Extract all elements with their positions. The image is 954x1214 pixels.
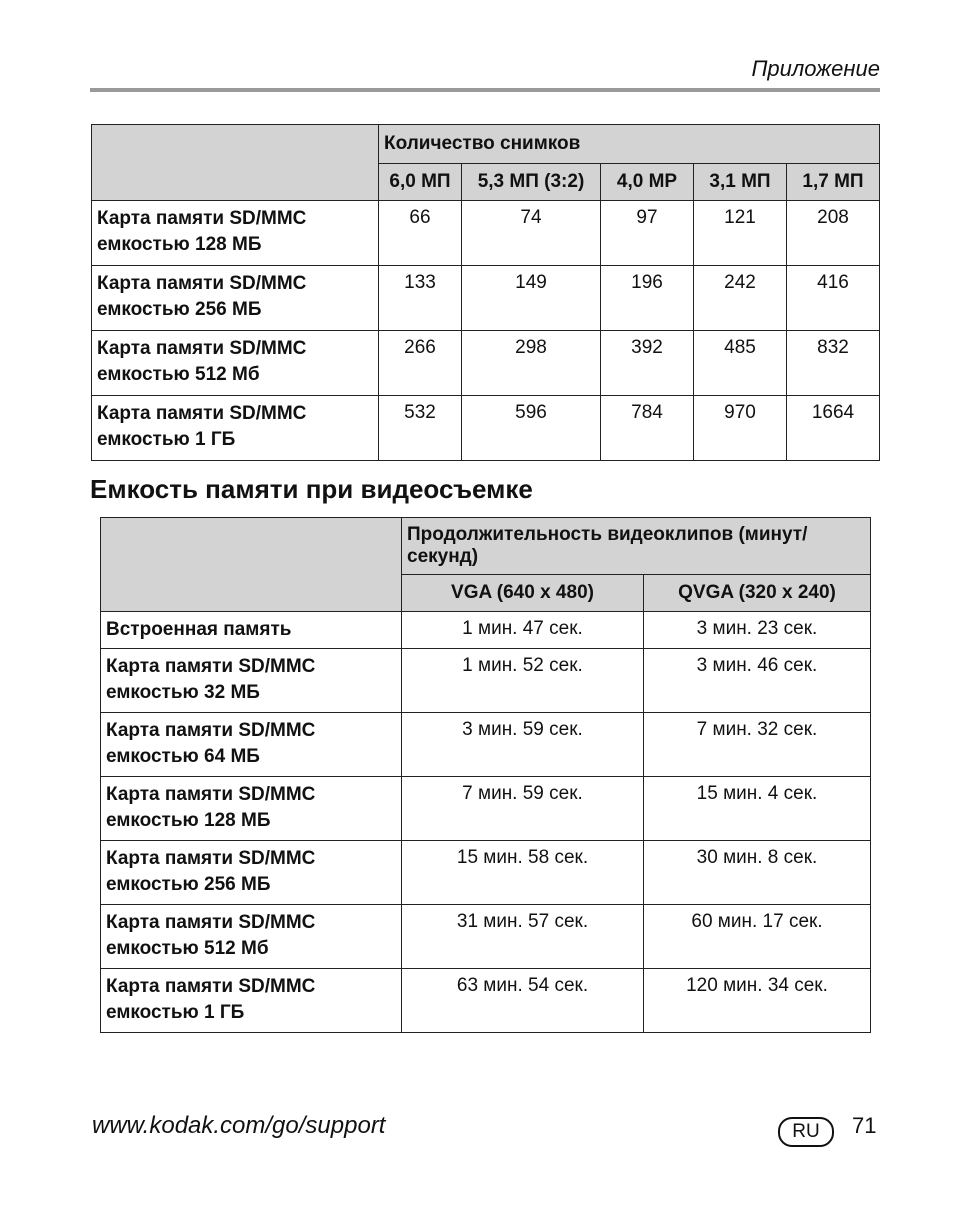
row-label-line: Карта памяти SD/MMC — [97, 338, 307, 359]
table-corner-cell — [92, 125, 379, 201]
row-label — [101, 841, 402, 905]
row-label-line: емкостью 256 МБ — [106, 874, 271, 895]
row-label-line: Карта памяти SD/MMC — [97, 403, 307, 424]
table-cell: 15 мин. 4 сек. — [644, 777, 871, 841]
header-divider — [90, 88, 880, 92]
table-group-header: Количество снимков — [379, 125, 880, 164]
table-cell: 596 — [462, 396, 601, 461]
table-cell: 1664 — [787, 396, 880, 461]
row-label — [92, 266, 379, 331]
table-cell: 208 — [787, 201, 880, 266]
table-cell: 15 мин. 58 сек. — [402, 841, 644, 905]
row-label-line: Встроенная память — [106, 619, 292, 640]
table-cell: 63 мин. 54 сек. — [402, 969, 644, 1033]
table-cell: 196 — [601, 266, 694, 331]
row-label-line: Карта памяти SD/MMC — [106, 784, 316, 805]
table-cell: 60 мин. 17 сек. — [644, 905, 871, 969]
table-row — [101, 612, 871, 649]
table-cell: 970 — [694, 396, 787, 461]
table-cell: 416 — [787, 266, 880, 331]
row-label — [101, 649, 402, 713]
row-label — [92, 396, 379, 461]
table-cell: 120 мин. 34 сек. — [644, 969, 871, 1033]
row-label-line: емкостью 128 МБ — [106, 810, 271, 831]
row-label-line: емкостью 32 МБ — [106, 682, 260, 703]
table-group-header: Продолжительность видеоклипов (минут/секунд) — [402, 518, 871, 575]
table-cell: 242 — [694, 266, 787, 331]
row-label — [92, 331, 379, 396]
footer-support-link[interactable]: www.kodak.com/go/support — [92, 1112, 386, 1139]
column-header: 3,1 МП — [694, 164, 787, 201]
table-row — [92, 266, 880, 331]
table-cell: 30 мин. 8 сек. — [644, 841, 871, 905]
table-cell: 66 — [379, 201, 462, 266]
table-row — [101, 713, 871, 777]
table-row — [101, 969, 871, 1033]
row-label-line: емкостью 128 МБ — [97, 234, 262, 255]
table-cell: 74 — [462, 201, 601, 266]
column-header: 5,3 МП (3:2) — [462, 164, 601, 201]
section-heading: Емкость памяти при видеосъемке — [90, 474, 533, 504]
column-header: 1,7 МП — [787, 164, 880, 201]
table-cell: 1 мин. 47 сек. — [402, 612, 644, 649]
row-label-line: емкостью 256 МБ — [97, 299, 262, 320]
table-row — [92, 331, 880, 396]
table-cell: 266 — [379, 331, 462, 396]
row-label-line: Карта памяти SD/MMC — [106, 656, 316, 677]
row-label-line: емкостью 1 ГБ — [106, 1002, 245, 1023]
row-label — [101, 905, 402, 969]
row-label-line: емкостью 64 МБ — [106, 746, 260, 767]
row-label-line: Карта памяти SD/MMC — [106, 976, 316, 997]
table-cell: 485 — [694, 331, 787, 396]
page-number: 71 — [852, 1113, 877, 1138]
column-header: 6,0 МП — [379, 164, 462, 201]
row-label-line: емкостью 1 ГБ — [97, 429, 236, 450]
table-cell: 1 мин. 52 сек. — [402, 649, 644, 713]
table-row — [101, 841, 871, 905]
table-cell: 392 — [601, 331, 694, 396]
table-row — [101, 777, 871, 841]
language-badge: RU — [778, 1117, 834, 1147]
table-cell: 31 мин. 57 сек. — [402, 905, 644, 969]
row-label-line: Карта памяти SD/MMC — [106, 720, 316, 741]
row-label — [101, 713, 402, 777]
table-row — [92, 201, 880, 266]
row-label — [101, 777, 402, 841]
row-label-line: Карта памяти SD/MMC — [97, 273, 307, 294]
table-cell: 298 — [462, 331, 601, 396]
table-cell: 7 мин. 59 сек. — [402, 777, 644, 841]
row-label-line: емкостью 512 Мб — [106, 938, 269, 959]
photo-capacity-table — [91, 124, 880, 461]
table-cell: 97 — [601, 201, 694, 266]
table-cell: 832 — [787, 331, 880, 396]
column-header: VGA (640 x 480) — [402, 575, 644, 612]
table-cell: 121 — [694, 201, 787, 266]
column-header: QVGA (320 x 240) — [644, 575, 871, 612]
row-label — [101, 969, 402, 1033]
row-label-line: емкостью 512 Мб — [97, 364, 260, 385]
table-cell: 3 мин. 23 сек. — [644, 612, 871, 649]
table-cell: 3 мин. 59 сек. — [402, 713, 644, 777]
table-row — [101, 905, 871, 969]
table-cell: 7 мин. 32 сек. — [644, 713, 871, 777]
table-cell: 784 — [601, 396, 694, 461]
table-cell: 532 — [379, 396, 462, 461]
row-label — [101, 612, 402, 649]
table-cell: 133 — [379, 266, 462, 331]
row-label-line: Карта памяти SD/MMC — [97, 208, 307, 229]
column-header: 4,0 МР — [601, 164, 694, 201]
video-capacity-table — [100, 517, 871, 1033]
page-header-title: Приложение — [751, 56, 880, 81]
table-cell: 149 — [462, 266, 601, 331]
table-corner-cell — [101, 518, 402, 612]
row-label-line: Карта памяти SD/MMC — [106, 912, 316, 933]
row-label-line: Карта памяти SD/MMC — [106, 848, 316, 869]
row-label — [92, 201, 379, 266]
table-row — [92, 396, 880, 461]
table-cell: 3 мин. 46 сек. — [644, 649, 871, 713]
table-row — [101, 649, 871, 713]
